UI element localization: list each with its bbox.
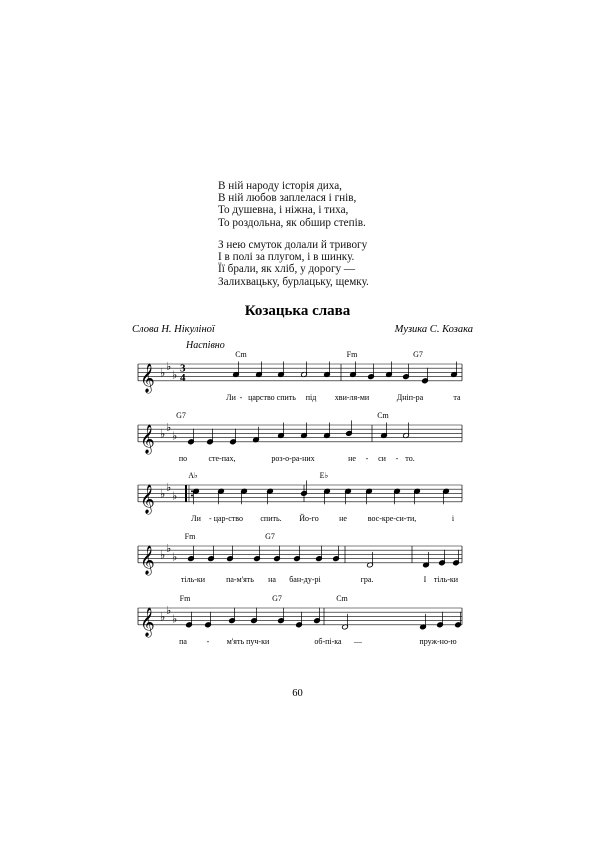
lyric-syllable: си xyxy=(378,453,386,463)
time-signature-top: 3 xyxy=(180,362,186,375)
page-number: 60 xyxy=(292,688,303,699)
poem-line: В ній любов заплелася і гнів, xyxy=(218,192,357,205)
flat-icon: ♭ xyxy=(166,542,172,556)
treble-clef-icon: 𝄞 xyxy=(140,362,155,392)
chord-symbol: Cm xyxy=(377,411,389,420)
poem-line: То роздольна, як обшир степів. xyxy=(218,216,366,229)
flat-icon: ♭ xyxy=(166,481,172,495)
lyric-syllable: на xyxy=(268,574,276,584)
lyric-syllable: та xyxy=(453,392,461,402)
chord-symbol: Fm xyxy=(184,532,196,541)
chord-symbol: E♭ xyxy=(319,471,329,480)
treble-clef-icon: 𝄞 xyxy=(140,606,155,636)
lyric-syllable: Йо-го xyxy=(299,513,319,523)
flat-icon: ♭ xyxy=(172,550,178,564)
treble-clef-icon: 𝄞 xyxy=(140,423,155,453)
lyrics-credit: Слова Н. Нікуліної xyxy=(132,324,215,335)
lyric-syllable: м'ять пуч-ки xyxy=(226,636,270,646)
chord-symbol: G7 xyxy=(265,532,275,541)
flat-icon: ♭ xyxy=(160,427,166,441)
lyric-syllable: хви-ля-ми xyxy=(334,392,370,402)
lyric-syllable: не xyxy=(339,513,347,523)
flat-icon: ♭ xyxy=(172,368,178,382)
poem-line: З нею смуток долали й тривогу xyxy=(218,239,368,251)
flat-icon: ♭ xyxy=(160,548,166,562)
lyric-syllable: тіль-ки xyxy=(180,574,206,584)
poem-line: То душевна, і ніжна, і тиха, xyxy=(218,204,349,217)
lyric-syllable: спить. xyxy=(260,513,282,523)
chord-symbol: Fm xyxy=(179,594,191,603)
poem-line: Залихвацьку, бурлацьку, щемку. xyxy=(218,275,369,288)
lyric-syllable: - xyxy=(206,636,210,646)
lyric-syllable: царство спить xyxy=(248,392,296,402)
treble-clef-icon: 𝄞 xyxy=(140,544,155,574)
lyric-syllable: па-м'ять xyxy=(226,574,254,584)
treble-clef-icon: 𝄞 xyxy=(140,483,155,513)
lyric-syllable: то. xyxy=(405,453,415,463)
lyric-syllable: - цар-ство xyxy=(209,513,243,523)
lyric-syllable: І xyxy=(423,574,427,584)
lyric-syllable: тіль-ки xyxy=(433,574,459,584)
chord-symbol: A♭ xyxy=(188,471,198,480)
lyric-syllable: і xyxy=(451,513,455,523)
chord-symbol: Fm xyxy=(346,350,358,359)
lyric-syllable: — xyxy=(354,636,362,646)
lyric-syllable: - xyxy=(395,453,399,463)
lyric-syllable: - xyxy=(239,392,243,402)
lyric-syllable: під xyxy=(305,392,317,402)
poem-line: І в полі за плугом, і в шинку. xyxy=(218,251,355,264)
music-credit: Музика С. Козака xyxy=(394,324,473,335)
flat-icon: ♭ xyxy=(172,429,178,443)
tempo-marking: Наспівно xyxy=(186,340,225,351)
chord-symbol: Cm xyxy=(336,594,348,603)
lyric-syllable: Ли xyxy=(226,392,236,402)
lyric-syllable: не xyxy=(348,453,356,463)
poem-line: Її брали, як хліб, у дорогу — xyxy=(218,263,356,276)
time-signature-bottom: 4 xyxy=(180,371,186,384)
repeat-dot xyxy=(191,495,193,497)
lyric-syllable: бан-ду-рі xyxy=(289,574,321,584)
chord-symbol: G7 xyxy=(176,411,186,420)
flat-icon: ♭ xyxy=(160,487,166,501)
repeat-dot xyxy=(191,490,193,492)
lyric-syllable: - xyxy=(365,453,369,463)
flat-icon: ♭ xyxy=(166,360,172,374)
lyric-syllable: пруж-но-ю xyxy=(419,636,457,646)
lyric-syllable: Дніп-ра xyxy=(396,392,424,402)
flat-icon: ♭ xyxy=(172,489,178,503)
lyric-syllable: гра. xyxy=(360,574,374,584)
flat-icon: ♭ xyxy=(172,612,178,626)
lyric-syllable: па xyxy=(179,636,187,646)
chord-symbol: Cm xyxy=(235,350,247,359)
flat-icon: ♭ xyxy=(160,610,166,624)
poem-line: В ній народу історія диха, xyxy=(218,180,342,192)
chord-symbol: G7 xyxy=(413,350,423,359)
lyric-syllable: Ли xyxy=(191,513,201,523)
flat-icon: ♭ xyxy=(160,366,166,380)
lyric-syllable: сте-пах, xyxy=(208,453,236,463)
lyric-syllable: роз-о-ра-них xyxy=(271,453,315,463)
song-title: Козацька слава xyxy=(244,303,351,319)
lyric-syllable: по xyxy=(178,453,188,463)
chord-symbol: G7 xyxy=(272,594,282,603)
flat-icon: ♭ xyxy=(166,421,172,435)
lyric-syllable: вос-кре-си-ти, xyxy=(367,513,417,523)
lyric-syllable: об-пі-ка xyxy=(314,636,342,646)
flat-icon: ♭ xyxy=(166,604,172,618)
